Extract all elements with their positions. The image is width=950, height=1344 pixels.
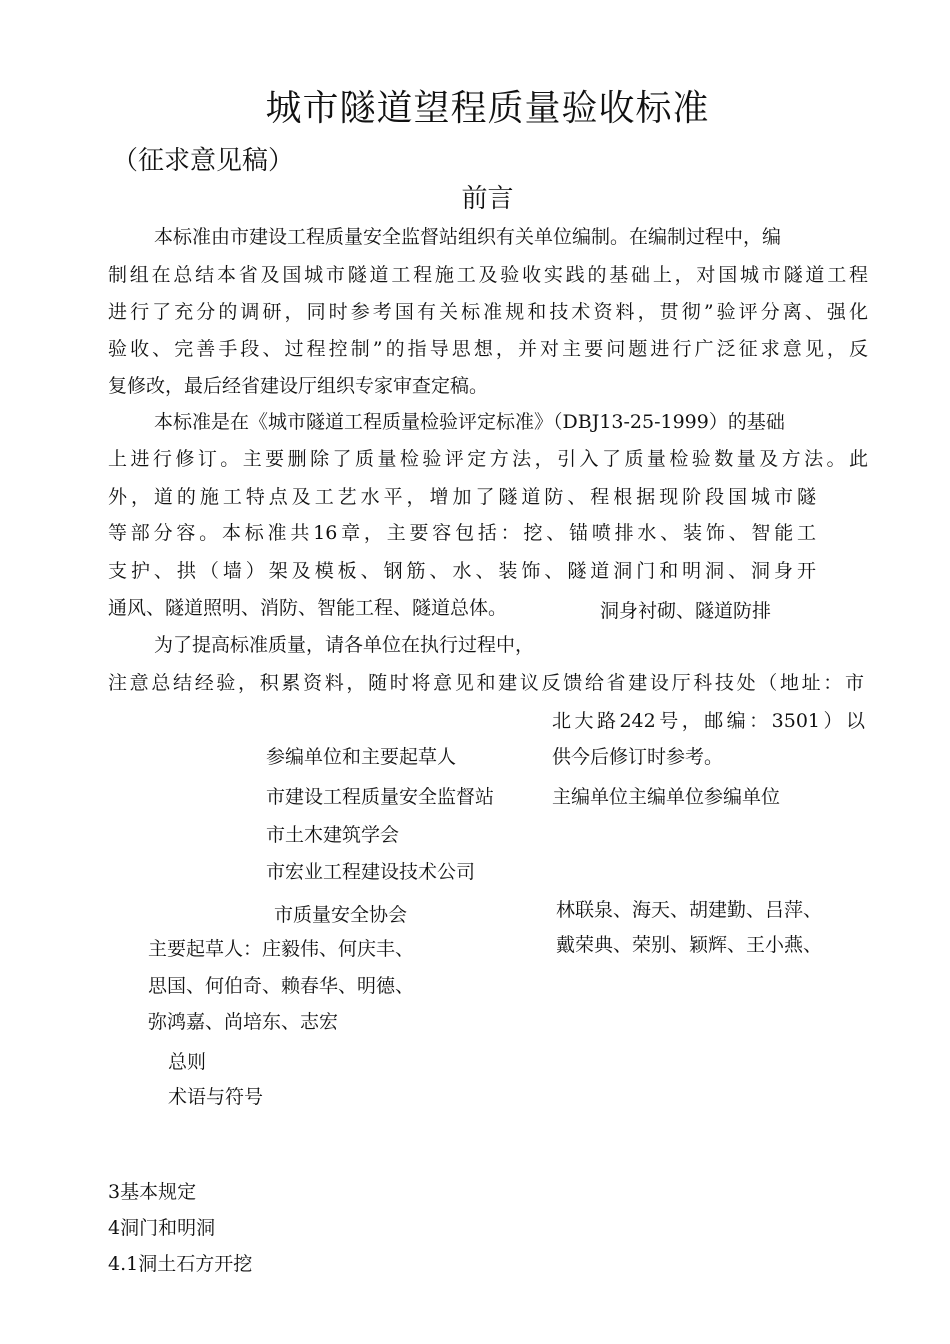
para1-line: 复修改，最后经省建设厅组织专家审查定稿。 (108, 375, 489, 397)
drafters-line: 思国、何伯奇、赖春华、明德、 (148, 975, 415, 997)
para3-line: 注意总结经验，积累资料，随时将意见和建议反馈给省建设厅科技处（地址：市 (108, 672, 864, 694)
address-line: 北大路242号，邮编：3501）以 (552, 710, 865, 732)
drafters-line: 主要起草人：庄毅伟、何庆丰、 (148, 938, 415, 960)
drafters-line: 弥鸿嘉、尚培东、志宏 (148, 1011, 339, 1033)
para2-line: 支护、拱（墙）架及模板、钢筋、水、装饰、隧道洞门和明洞、洞身开 (108, 560, 816, 582)
unit-name: 市宏业工程建设技术公司 (266, 861, 476, 883)
address-line: 供今后修订时参考。 (552, 746, 724, 768)
units-heading: 参编单位和主要起草人 (266, 746, 457, 768)
para2-line: 上进行修订。主要删除了质量检验评定方法，引入了质量检验数量及方法。此 (108, 448, 868, 470)
para1-line: 本标准由市建设工程质量安全监督站组织有关单位编制。在编制过程中，编 (154, 226, 782, 248)
unit-name: 市建设工程质量安全监督站 (266, 786, 495, 808)
drafters-right-line: 林联泉、海天、胡建勤、吕萍、 (556, 899, 823, 921)
preface-heading: 前言 (461, 184, 514, 214)
drafters-right-line: 戴荣典、荣别、颖辉、王小燕、 (556, 934, 823, 956)
para2-line: 通风、隧道照明、消防、智能工程、隧道总体。 (108, 597, 508, 619)
toc-item: 术语与符号 (168, 1086, 264, 1108)
para2-line: 等部分容。本标准共16章，主要容包括：挖、锚喷排水、装饰、智能工 (108, 522, 816, 544)
document-title: 城市隧道望程质量验收标准 (265, 88, 710, 129)
toc-item: 总则 (168, 1051, 207, 1073)
para1-line: 验收、完善手段、过程控制”的指导思想，并对主要问题进行广泛征求意见，反 (108, 338, 868, 360)
toc-item: 4.1洞土石方开挖 (108, 1253, 253, 1275)
toc-item: 4洞门和明洞 (108, 1217, 216, 1239)
toc-item: 3基本规定 (108, 1181, 197, 1203)
para1-line: 进行了充分的调研，同时参考国有关标准规和技术资料，贯彻”验评分离、强化 (108, 301, 868, 323)
document-subtitle: （征求意见稿） (112, 146, 295, 176)
para2-right-note: 洞身衬砌、隧道防排 (600, 600, 772, 622)
unit-name: 市土木建筑学会 (266, 824, 400, 846)
unit-roles: 主编单位主编单位参编单位 (552, 786, 781, 808)
para1-line: 制组在总结本省及国城市隧道工程施工及验收实践的基础上，对国城市隧道工程 (108, 264, 868, 286)
para2-line: 本标准是在《城市隧道工程质量检验评定标准》（DBJ13-25-1999）的基础 (154, 411, 785, 433)
para3-line: 为了提高标准质量，请各单位在执行过程中， (154, 634, 535, 656)
unit-name: 市质量安全协会 (274, 904, 408, 926)
para2-line: 外，道的施工特点及工艺水平，增加了隧道防、程根据现阶段国城市隧 (108, 486, 816, 508)
